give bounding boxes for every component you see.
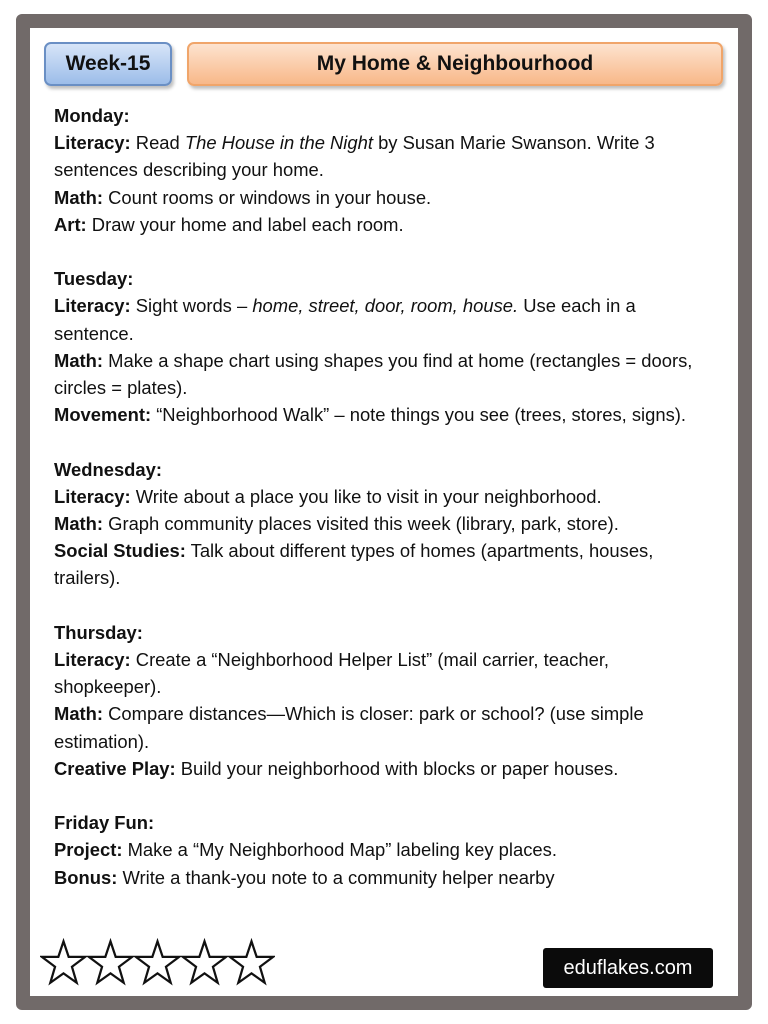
activity-text: Build your neighborhood with blocks or paper houses. xyxy=(175,757,619,779)
activity-bonus xyxy=(54,864,720,891)
activity-social-studies xyxy=(54,537,720,591)
activity-text: Make a shape chart using shapes you find at home (rectangles = doors, circles = plates). xyxy=(54,349,693,399)
activity-movement xyxy=(54,401,720,428)
page-title: My Home & Neighbourhood xyxy=(316,52,594,75)
activity-literacy xyxy=(54,292,720,346)
activity-project xyxy=(54,836,720,863)
star-outline-icon[interactable] xyxy=(134,938,181,988)
week-label: Week-15 xyxy=(65,52,151,75)
activity-text: Compare distances—Which is closer: park or school? (use simple estimation). xyxy=(54,703,644,752)
week-badge xyxy=(44,42,172,86)
activity-label: Literacy: xyxy=(54,132,131,154)
activity-label: Literacy: xyxy=(54,295,131,317)
activity-art xyxy=(54,211,720,238)
activity-text: Write about a place you like to visit in your neighborhood. xyxy=(130,485,602,507)
star-outline-icon[interactable] xyxy=(181,938,228,988)
activity-text: Count rooms or windows in your house. xyxy=(103,186,432,208)
day-monday xyxy=(54,102,720,238)
title-badge xyxy=(187,42,723,86)
activity-text: Draw your home and label each room. xyxy=(86,213,404,235)
activity-text: Sight words – xyxy=(130,295,253,317)
activity-text: Talk about different types of homes (apartments, houses, trailers). xyxy=(54,540,654,589)
activity-math xyxy=(54,700,720,754)
activity-text: Make a “My Neighborhood Map” labeling key places. xyxy=(122,839,557,861)
activity-text: Graph community places visited this week (library, park, store). xyxy=(103,513,619,535)
activity-math xyxy=(54,510,720,537)
activity-text: “Neighborhood Walk” – note things you see (trees, stores, signs). xyxy=(151,404,687,426)
day-title: Wednesday: xyxy=(54,458,162,480)
weekly-plan xyxy=(54,102,720,891)
sight-words: home, street, door, room, house. xyxy=(252,295,519,317)
day-title: Monday: xyxy=(54,105,130,126)
activity-label: Math: xyxy=(54,349,104,371)
activity-text: Use each in a sentence. xyxy=(54,295,636,344)
activity-literacy xyxy=(54,483,720,510)
brand-badge[interactable] xyxy=(543,948,713,988)
activity-literacy xyxy=(54,646,720,700)
activity-text: Write a thank-you note to a community helper nearby xyxy=(117,866,555,888)
activity-text: by Susan Marie Swanson. Write 3 sentences describing your home. xyxy=(54,132,655,181)
day-tuesday xyxy=(54,265,720,428)
brand-label: eduflakes.com xyxy=(563,956,693,979)
day-wednesday xyxy=(54,456,720,592)
book-title: The House in the Night xyxy=(184,132,373,154)
activity-label: Math: xyxy=(54,186,104,208)
activity-label: Math: xyxy=(54,513,104,535)
star-outline-icon[interactable] xyxy=(87,938,134,988)
activity-text: Create a “Neighborhood Helper List” (mail carrier, teacher, shopkeeper). xyxy=(54,649,610,698)
activity-label: Movement: xyxy=(54,404,152,426)
activity-label: Social Studies: xyxy=(54,540,186,562)
activity-label: Art: xyxy=(54,213,87,235)
activity-label: Bonus: xyxy=(54,866,118,888)
activity-literacy xyxy=(54,129,720,183)
star-rating xyxy=(40,938,275,988)
day-title: Thursday: xyxy=(54,621,143,643)
day-title: Tuesday: xyxy=(54,268,134,290)
activity-label: Literacy: xyxy=(54,649,131,671)
activity-label: Literacy: xyxy=(54,485,131,507)
day-thursday xyxy=(54,619,720,782)
star-outline-icon[interactable] xyxy=(40,938,87,988)
day-friday xyxy=(54,809,720,891)
activity-math xyxy=(54,184,720,211)
day-title: Friday Fun: xyxy=(54,812,155,834)
activity-label: Math: xyxy=(54,703,104,725)
activity-creative-play xyxy=(54,755,720,782)
activity-text: Read xyxy=(130,132,185,154)
activity-math xyxy=(54,347,720,401)
activity-label: Creative Play: xyxy=(54,757,176,779)
star-outline-icon[interactable] xyxy=(228,938,275,988)
activity-label: Project: xyxy=(54,839,123,861)
